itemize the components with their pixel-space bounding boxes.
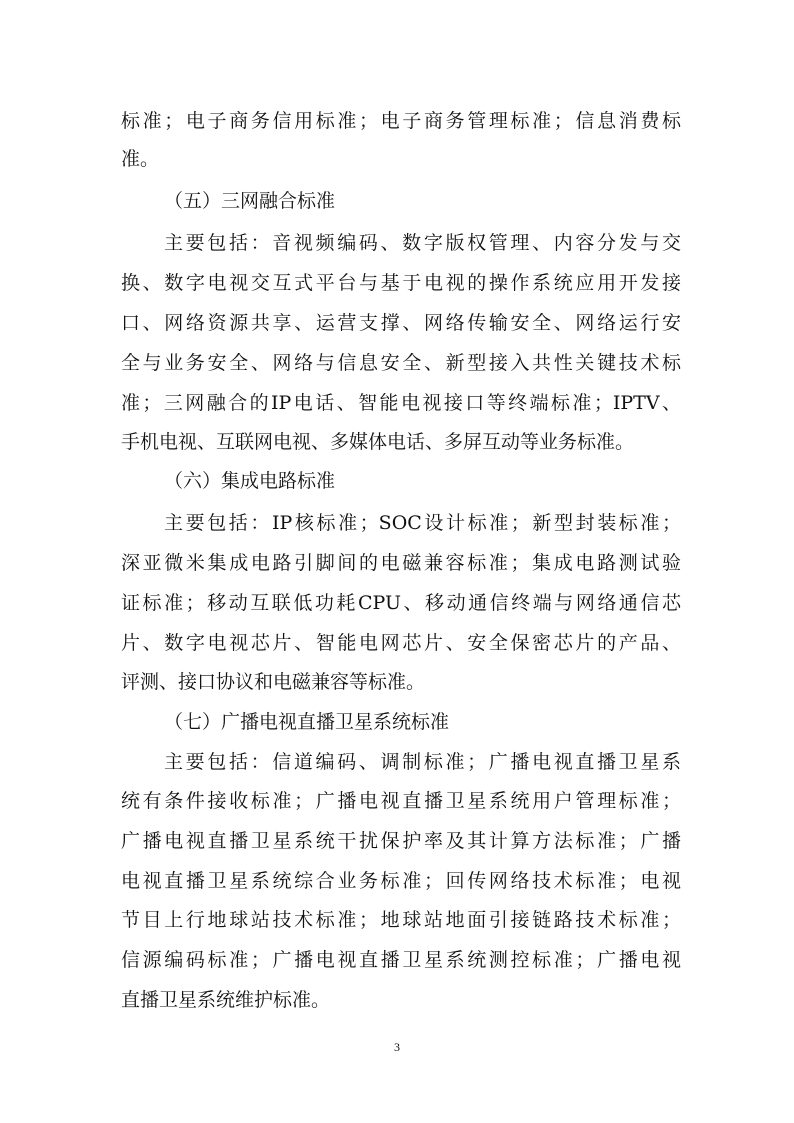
body-text-line: 深亚微米集成电路引脚间的电磁兼容标准；集成电路测试验 [121, 552, 681, 574]
body-text-line: 片、数字电视芯片、智能电网芯片、安全保密芯片的产品、 [121, 632, 681, 654]
body-text-line: 广播电视直播卫星系统干扰保护率及其计算方法标准；广播 [121, 830, 681, 852]
body-text-line: 主要包括：信道编码、调制标准；广播电视直播卫星系 [164, 751, 681, 773]
body-text-line: 评测、接口协议和电磁兼容等标准。 [121, 671, 426, 693]
body-text-line: 主要包括：音视频编码、数字版权管理、内容分发与交 [164, 232, 681, 254]
section-heading-six: （六）集成电路标准 [164, 470, 336, 492]
body-text-line: 换、数字电视交互式平台与基于电视的操作系统应用开发接 [121, 272, 681, 294]
body-text-line: 手机电视、互联网电视、多媒体电话、多屏互动等业务标准。 [121, 431, 635, 453]
body-text-line: 直播卫星系统维护标准。 [121, 989, 331, 1011]
body-text-line: 证标准；移动互联低功耗CPU、移动通信终端与网络通信芯 [121, 592, 681, 614]
page-number: 3 [394, 1040, 400, 1054]
body-text-line: 口、网络资源共享、运营支撑、网络传输安全、网络运行安 [121, 312, 681, 334]
body-text-line: 信源编码标准；广播电视直播卫星系统测控标准；广播电视 [121, 949, 681, 971]
section-heading-five: （五）三网融合标准 [164, 190, 336, 212]
body-text-line: 主要包括：IP核标准；SOC设计标准；新型封装标准； [164, 512, 681, 534]
body-text-line: 电视直播卫星系统综合业务标准；回传网络技术标准；电视 [121, 870, 681, 892]
body-text-line: 节目上行地球站技术标准；地球站地面引接链路技术标准； [121, 909, 681, 931]
body-text-line: 准；三网融合的IP电话、智能电视接口等终端标准；IPTV、 [121, 392, 681, 414]
body-text-line: 标准；电子商务信用标准；电子商务管理标准；信息消费标 [121, 110, 681, 132]
body-text-line: 准。 [121, 148, 160, 170]
body-text-line: 统有条件接收标准；广播电视直播卫星系统用户管理标准； [121, 790, 681, 812]
body-text-line: 全与业务安全、网络与信息安全、新型接入共性关键技术标 [121, 352, 681, 374]
section-heading-seven: （七）广播电视直播卫星系统标准 [164, 711, 450, 733]
